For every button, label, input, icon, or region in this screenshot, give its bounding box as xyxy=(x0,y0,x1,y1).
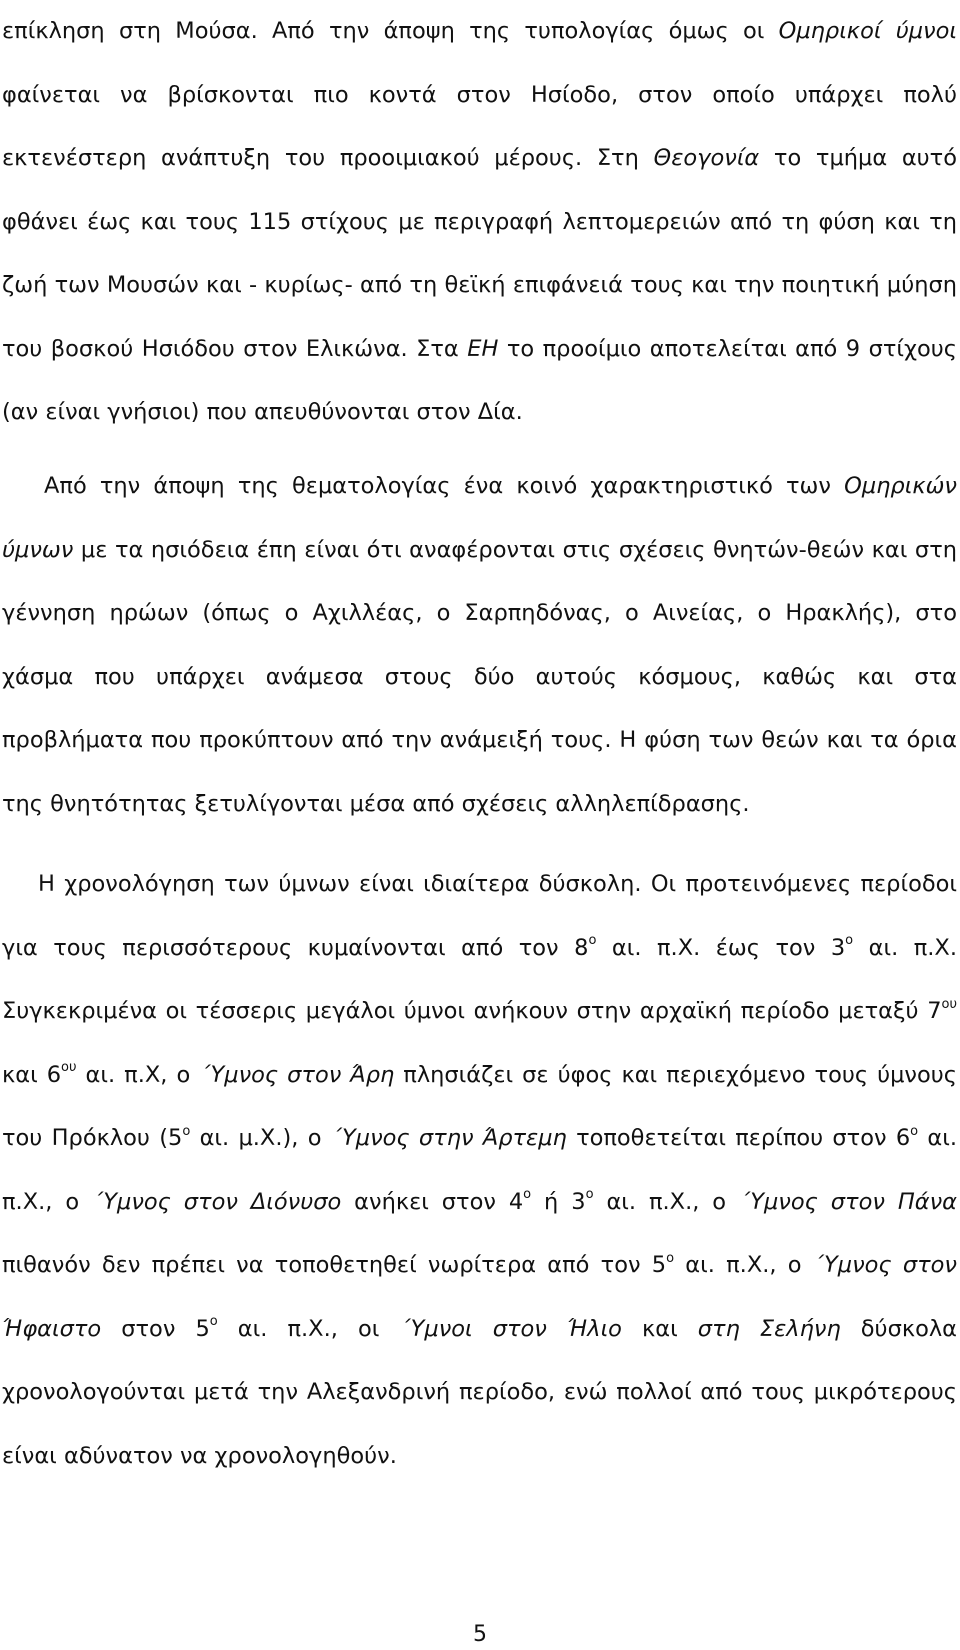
text-run: με τα ησιόδεια έπη είναι ότι αναφέρονται στις σχέσεις θνητών-θεών και στη γέννηση ηρώων (όπως ο Αχιλλέας, ο Σαρπηδόνας, ο Αινείας, ο Ηρακλής), στο χάσμα που υπάρχει ανάμεσα στους δύο αυτούς κόσμους, καθώς και στα προβλήματα που προκύπτουν από την ανάμειξή τους. Η φύση των θεών και τα όρια της θνητότητας ξετυλίγονται μέσα από σχέσεις αλληλεπίδρασης. xyxy=(2,536,957,817)
text-run: ανήκει στον 4 xyxy=(341,1188,524,1215)
italic-title: Ομηρικών ύμνων xyxy=(2,473,957,563)
text-run: στον 5 xyxy=(101,1315,210,1342)
text-run: το προοίμιο αποτελείται από 9 στίχους (αν είναι γνήσιοι) που απευθύνονται στον Δία. xyxy=(2,335,957,425)
italic-title: ΄Υμνος στον Διόνυσο xyxy=(92,1188,342,1215)
text-run: και xyxy=(621,1315,698,1342)
text-run: αι. π.Χ., ο xyxy=(593,1188,739,1215)
superscript-ordinal: ο xyxy=(209,1314,218,1329)
italic-title: Ομηρικοί ύμνοι xyxy=(778,18,957,44)
superscript-ordinal: ο xyxy=(182,1123,191,1139)
paragraph-1 xyxy=(2,0,957,445)
text-run: αι. π.Χ., οι xyxy=(217,1315,400,1342)
text-run: τοποθετείται περίπου στον 6 xyxy=(566,1125,911,1151)
text-run: επίκληση στη Μούσα. Από την άποψη της τυπολογίας όμως οι xyxy=(2,18,779,44)
italic-title: ΄Υμνοι στον Ήλιο xyxy=(399,1315,622,1342)
italic-title: ΄Υμνος στον Άρη xyxy=(199,1061,395,1088)
page-number: 5 xyxy=(473,1622,487,1647)
text-run: ή 3 xyxy=(531,1188,586,1215)
text-run: Η χρονολόγηση των ύμνων είναι ιδιαίτερα δύσκολη. Οι προτεινόμενες περίοδοι για τους περισσότερους κυμαίνονται από τον 8 xyxy=(2,871,957,961)
text-run: και 6 xyxy=(2,1061,62,1088)
text-run: πλησιάζει σε ύφος και περιεχόμενο τους ύμνους του Πρόκλου (5 xyxy=(2,1061,957,1151)
italic-title: στη Σελήνη xyxy=(697,1315,841,1342)
text-run: πιθανόν δεν πρέπει να τοποθετηθεί νωρίτερα από τον 5 xyxy=(2,1252,667,1278)
superscript-ordinal: ο xyxy=(910,1123,919,1139)
superscript-ordinal: ο xyxy=(523,1187,532,1202)
italic-title: Θεογονία xyxy=(653,145,760,171)
text-run: Από την άποψη της θεματολογίας ένα κοινό χαρακτηριστικό των xyxy=(44,473,845,499)
italic-title: ΄Υμνος στην Άρτεμη xyxy=(330,1125,567,1151)
text-run: φαίνεται να βρίσκονται πιο κοντά στον Ησίοδο, στον οποίο υπάρχει πολύ εκτενέστερη ανάπτυξη του προοιμιακού μέρους. Στη xyxy=(2,81,957,171)
superscript-ordinal: ο xyxy=(585,1187,594,1202)
text-run: αι. π.Χ., ο xyxy=(674,1252,813,1278)
italic-title: ΄Υμνος στον Ήφαιστο xyxy=(2,1252,958,1342)
paragraph-3 xyxy=(2,853,957,1488)
superscript-ordinal: ου xyxy=(941,996,957,1012)
superscript-ordinal: ο xyxy=(666,1250,675,1266)
text-run: δύσκολα χρονολογούνται μετά την Αλεξανδρινή περίοδο, ενώ πολλοί από τους μικρότερους είναι αδύνατον να χρονολογηθούν. xyxy=(2,1315,957,1469)
superscript-ordinal: ο xyxy=(845,933,854,948)
text-run: αι. μ.Χ.), ο xyxy=(190,1125,331,1151)
text-run: αι. π.Χ. έως τον 3 xyxy=(596,934,846,961)
text-run: το τμήμα αυτό φθάνει έως και τους 115 στίχους με περιγραφή λεπτομερειών από τη φύση και τη ζωή των Μουσών και - κυρίως- από τη θεϊκή επιφάνειά τους και την ποιητική μύηση του βοσκού Ησιόδου στον Ελικώνα. Στα xyxy=(2,145,957,362)
paragraph-2 xyxy=(2,455,957,836)
superscript-ordinal: ο xyxy=(588,933,597,948)
text-run: αι. π.Χ. Συγκεκριμένα οι τέσσερις μεγάλοι ύμνοι ανήκουν στην αρχαϊκή περίοδο μεταξύ 7 xyxy=(2,934,957,1024)
text-run: αι. π.Χ, ο xyxy=(76,1061,200,1088)
italic-title: ΕΗ xyxy=(467,335,499,362)
italic-title: ΄Υμνος στον Πάνα xyxy=(739,1188,957,1215)
superscript-ordinal: ου xyxy=(61,1060,77,1075)
text-run: αι. π.Χ., ο xyxy=(2,1125,958,1215)
